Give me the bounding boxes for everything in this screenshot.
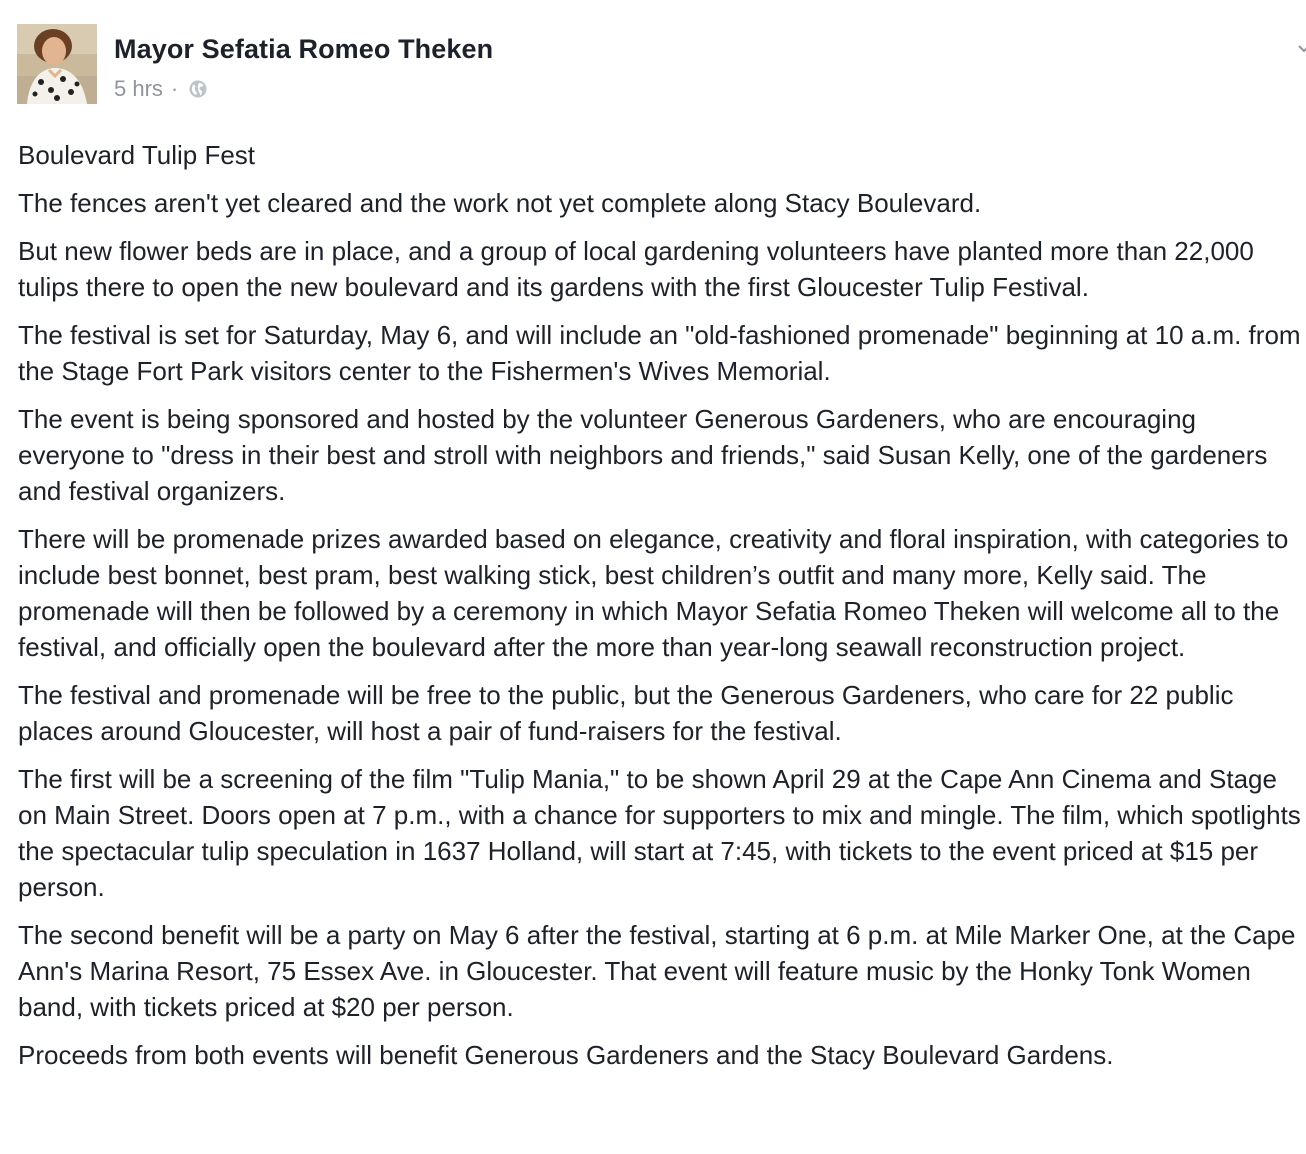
post-paragraph: The festival and promenade will be free to the public, but the Generous Gardeners, who care for 22 public places around Gloucester, will host a pair of fund-raisers for the festival. bbox=[18, 680, 1234, 746]
globe-icon[interactable] bbox=[188, 79, 208, 99]
post-header bbox=[17, 24, 1297, 104]
post-paragraph-title: Boulevard Tulip Fest bbox=[18, 140, 256, 170]
post-paragraph: The second benefit will be a party on May 6 after the festival, starting at 6 p.m. at Mile Marker One, at the Cape Ann's Marina Resort, 75 Essex Ave. in Gloucester. That event will feature music by the Honky Tonk Women band, with tickets priced at $20 per person. bbox=[18, 920, 1296, 1022]
avatar[interactable] bbox=[17, 24, 97, 104]
meta-separator: · bbox=[170, 76, 179, 101]
post-content bbox=[18, 137, 1306, 1085]
post-paragraph: The fences aren't yet cleared and the work not yet complete along Stacy Boulevard. bbox=[18, 188, 982, 218]
avatar-photo bbox=[17, 24, 97, 104]
chevron-down-icon[interactable] bbox=[1297, 42, 1306, 56]
post-paragraph: There will be promenade prizes awarded based on elegance, creativity and floral inspiration, with categories to include best bonnet, best pram, best walking stick, best children’s outfit and many more, Kelly said. The promenade will then be followed by a ceremony in which Mayor Sefatia Romeo Theken will welcome all to the festival, and officially open the boulevard after the more than year-long seawall reconstruction project. bbox=[18, 524, 1289, 662]
post-meta bbox=[114, 74, 208, 104]
post-paragraph: The event is being sponsored and hosted by the volunteer Generous Gardeners, who are encouraging everyone to "dress in their best and stroll with neighbors and friends," said Susan Kelly, one of the gardeners and festival organizers. bbox=[18, 404, 1268, 506]
author-name[interactable]: Mayor Sefatia Romeo Theken bbox=[114, 34, 494, 64]
post-paragraph: The festival is set for Saturday, May 6, and will include an "old-fashioned promenade" beginning at 10 a.m. from the Stage Fort Park visitors center to the Fishermen's Wives Memorial. bbox=[18, 320, 1301, 386]
post-paragraph: Proceeds from both events will benefit Generous Gardeners and the Stacy Boulevard Gardens. bbox=[18, 1040, 1114, 1070]
post-paragraph: The first will be a screening of the film "Tulip Mania," to be shown April 29 at the Cape Ann Cinema and Stage on Main Street. Doors open at 7 p.m., with a chance for supporters to mix and mingle. The film, which spotlights the spectacular tulip speculation in 1637 Holland, will start at 7:45, with tickets to the event priced at $15 per person. bbox=[18, 764, 1301, 902]
post-paragraph: But new flower beds are in place, and a group of local gardening volunteers have planted more than 22,000 tulips there to open the new boulevard and its gardens with the first Gloucester Tulip Festival. bbox=[18, 236, 1254, 302]
post-timestamp[interactable]: 5 hrs bbox=[114, 76, 163, 101]
